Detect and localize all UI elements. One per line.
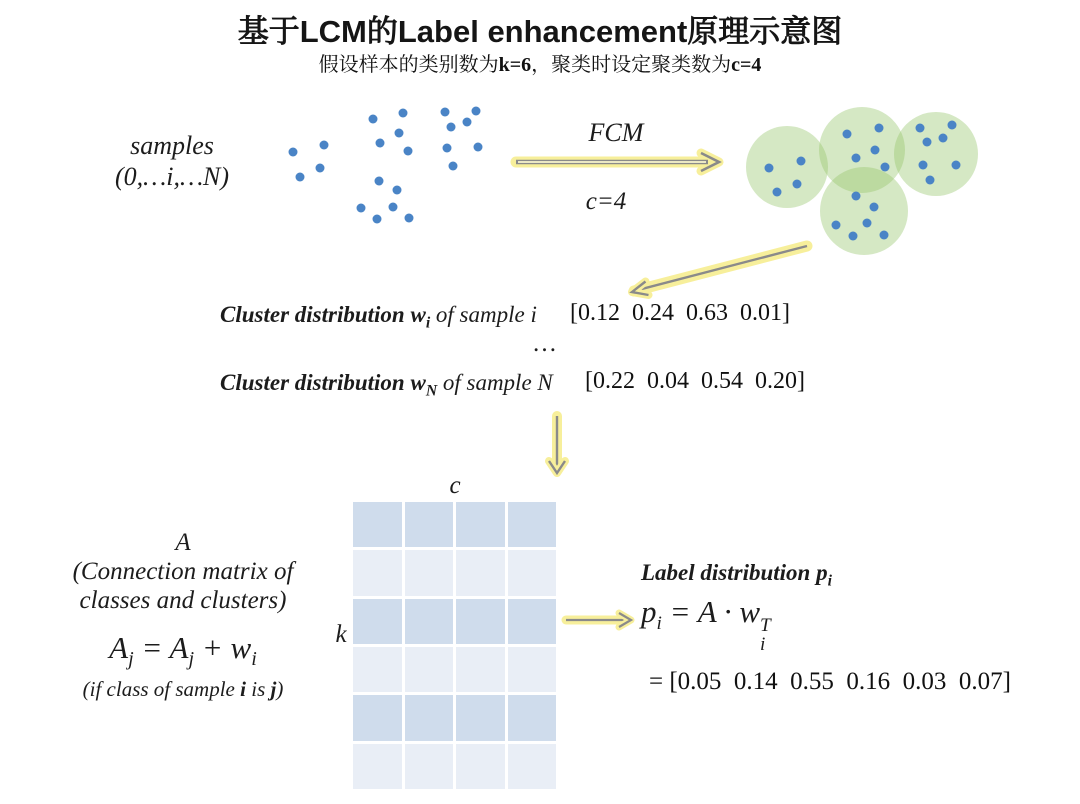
formula-p-sub: i [656, 613, 662, 635]
cluster-distribution-N-rest: of sample N [437, 370, 553, 395]
matrix-cell [508, 647, 557, 692]
condition-text-3: ) [276, 676, 284, 701]
matrix-cell [508, 502, 557, 547]
matrix-cell [456, 502, 505, 547]
label-distribution-heading-sub: i [827, 572, 832, 590]
cluster-distribution-i-subscript: i [425, 314, 431, 332]
matrix-cell [353, 502, 402, 547]
fcm-c-label: c=4 [585, 188, 627, 215]
label-distribution-heading-text: Label distribution p [641, 560, 828, 585]
subtitle-text-1: 假设样本的类别数为 [318, 54, 499, 76]
formula-Aw: = A · w [661, 594, 761, 629]
cluster-distribution-N-bold: Cluster distribution w [220, 370, 426, 395]
cluster-distribution-N-label [220, 370, 553, 401]
matrix-cell [405, 502, 454, 547]
formula-w-supsub [760, 616, 771, 654]
matrix-cell [456, 550, 505, 595]
formula-A2: = A [133, 630, 189, 665]
matrix-cell [405, 695, 454, 740]
label-distribution-heading [641, 560, 832, 591]
formula-A1: A [109, 630, 129, 665]
matrix-cell [456, 599, 505, 644]
matrix-cell [508, 695, 557, 740]
ellipsis: … [532, 330, 559, 357]
formula-w-sub: i [251, 648, 257, 671]
matrix-update-condition [52, 677, 314, 701]
subtitle-c-value: c=4 [731, 54, 762, 76]
condition-j: j [270, 676, 277, 701]
formula-p: p [641, 594, 657, 629]
matrix-annotation [52, 528, 314, 701]
matrix-cell [456, 744, 505, 789]
matrix-cell [405, 647, 454, 692]
cluster-distribution-N-subscript: N [425, 382, 438, 400]
subtitle-text-2: ，聚类时设定聚类数为 [531, 54, 732, 76]
samples-label-line2: (0,…i,…N) [114, 161, 230, 191]
connection-matrix [353, 502, 556, 789]
matrix-cell [353, 599, 402, 644]
matrix-cell [508, 550, 557, 595]
subtitle-k-value: k=6 [498, 54, 532, 76]
matrix-cell [456, 647, 505, 692]
matrix-name: A [175, 529, 191, 556]
label-distribution-result: = [0.05 0.14 0.55 0.16 0.03 0.07] [649, 668, 1011, 695]
matrix-cell [508, 599, 557, 644]
condition-text-2: is [245, 676, 271, 701]
page-title: 基于LCM的Label enhancement原理示意图 [237, 14, 843, 49]
matrix-cell [353, 744, 402, 789]
samples-label-line1: samples [130, 131, 214, 160]
cluster-distribution-i-vector: [0.12 0.24 0.63 0.01] [570, 300, 790, 326]
label-distribution-formula [641, 594, 771, 654]
condition-i: i [240, 676, 246, 701]
matrix-description-1: (Connection matrix of [72, 558, 294, 585]
cluster-to-distribution-arrow [632, 246, 807, 295]
matrix-col-label: c [449, 472, 461, 499]
cluster-distribution-i-label [220, 302, 537, 333]
cluster-circles [746, 107, 978, 255]
formula-w-sup-T: T [760, 614, 771, 636]
page-subtitle [0, 48, 1080, 77]
samples-label [92, 131, 252, 192]
matrix-cell [456, 695, 505, 740]
matrix-to-formula-arrow [566, 613, 631, 627]
sample-scatter-dots [289, 107, 483, 224]
fcm-arrow-label: FCM [588, 118, 644, 147]
matrix-cell [353, 695, 402, 740]
matrix-cell [508, 744, 557, 789]
matrix-cell [405, 550, 454, 595]
matrix-cell [353, 647, 402, 692]
formula-w: + w [194, 630, 252, 665]
matrix-update-formula [52, 630, 314, 672]
matrix-cell [353, 550, 402, 595]
matrix-row-label: k [335, 621, 347, 648]
matrix-cell [405, 599, 454, 644]
condition-text-1: (if class of sample [82, 676, 241, 701]
cluster-distribution-N-vector: [0.22 0.04 0.54 0.20] [585, 368, 805, 394]
formula-w-sub-i: i [760, 633, 766, 655]
matrix-cell [405, 744, 454, 789]
cluster-distribution-i-bold: Cluster distribution w [220, 302, 426, 327]
cluster-distribution-i-rest: of sample i [430, 302, 537, 327]
distribution-to-matrix-arrow [549, 416, 565, 473]
matrix-description-2: classes and clusters) [79, 587, 287, 614]
formula-A1-sub: j [128, 648, 134, 671]
fcm-arrow [516, 153, 719, 171]
formula-A2-sub: j [188, 648, 195, 671]
